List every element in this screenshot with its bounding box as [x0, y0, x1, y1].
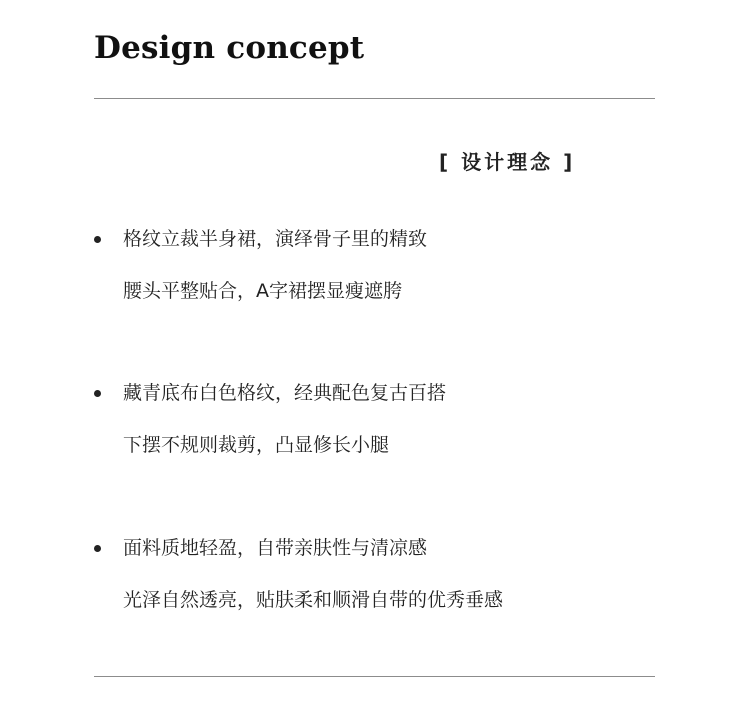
- item-line-primary: 面料质地轻盈，自带亲肤性与清凉感: [123, 537, 428, 559]
- bottom-divider: [94, 676, 655, 677]
- item-line-secondary: 腰头平整贴合，A字裙摆显瘦遮胯: [123, 280, 402, 302]
- page-title: Design concept: [94, 30, 365, 66]
- item-line-primary: 格纹立裁半身裙，演绎骨子里的精致: [123, 228, 428, 250]
- item-line-primary: 藏青底布白色格纹，经典配色复古百搭: [123, 382, 447, 404]
- item-line-secondary: 光泽自然透亮，贴肤柔和顺滑自带的优秀垂感: [123, 589, 504, 611]
- bullet-icon: [94, 390, 101, 397]
- section-heading: [ 设计理念 ]: [439, 150, 576, 174]
- bullet-icon: [94, 236, 101, 243]
- top-divider: [94, 98, 655, 99]
- item-line-secondary: 下摆不规则裁剪，凸显修长小腿: [123, 434, 390, 456]
- bullet-icon: [94, 545, 101, 552]
